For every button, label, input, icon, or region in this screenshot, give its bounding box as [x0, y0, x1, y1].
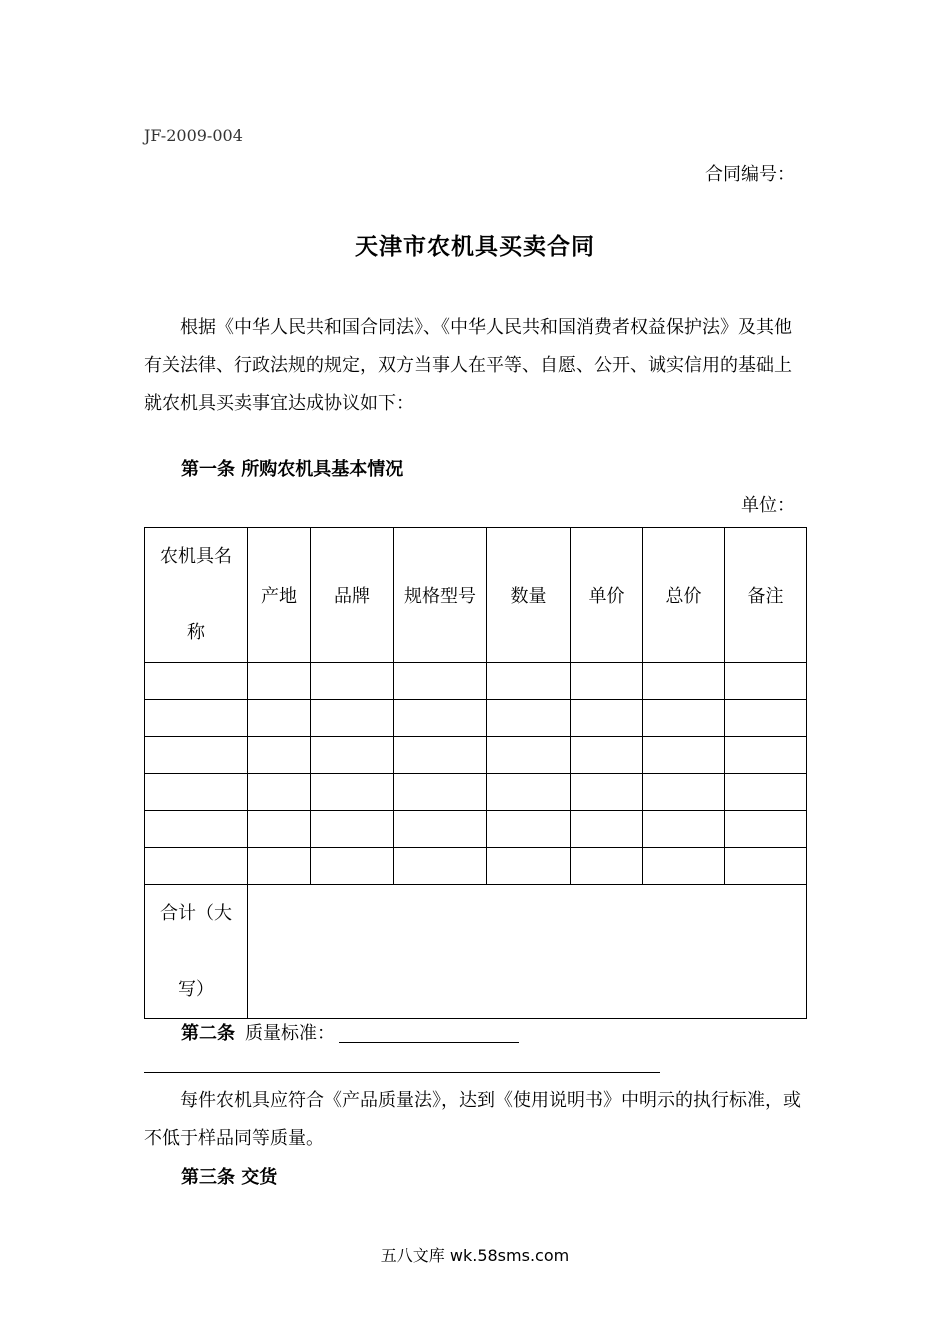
table-header-row	[145, 528, 807, 663]
contract-number-label: 合同编号：	[705, 164, 795, 185]
table-row	[145, 700, 807, 737]
header-brand: 品牌	[311, 528, 394, 663]
table-row	[145, 663, 807, 700]
quality-standard-blank	[339, 1022, 519, 1043]
table-row	[145, 811, 807, 848]
footer-watermark: 五八文库 wk.58sms.com	[380, 1246, 570, 1265]
machinery-table	[144, 527, 807, 1019]
section-3-heading: 第三条 交货	[181, 1167, 278, 1188]
header-origin: 产地	[248, 528, 311, 663]
quality-standard-label: 质量标准：	[245, 1023, 335, 1044]
table-row	[145, 737, 807, 774]
header-quantity: 数量	[487, 528, 571, 663]
quality-paragraph: 每件农机具应符合《产品质量法》，达到《使用说明书》中明示的执行标准，或不低于样品同等质量。	[144, 1090, 801, 1149]
section-2-heading: 第二条	[181, 1023, 235, 1044]
document-code: JF-2009-004	[144, 126, 243, 145]
table-row	[145, 774, 807, 811]
header-spec: 规格型号	[394, 528, 487, 663]
header-total-price: 总价	[643, 528, 725, 663]
section-1-heading: 第一条 所购农机具基本情况	[181, 459, 404, 480]
total-label	[145, 885, 248, 1019]
fill-in-line	[144, 1072, 660, 1073]
total-value-cell	[248, 885, 807, 1019]
total-row	[145, 885, 807, 1019]
section-2-line	[181, 1019, 519, 1045]
header-name-line1: 农机具名	[160, 546, 232, 567]
total-label-line1: 合计（大	[160, 902, 232, 924]
total-label-line2: 写）	[178, 978, 214, 1000]
unit-label: 单位：	[741, 495, 795, 516]
header-unit-price: 单价	[571, 528, 643, 663]
header-remarks: 备注	[725, 528, 807, 663]
table-row	[145, 848, 807, 885]
header-name	[145, 528, 248, 663]
page-title: 天津市农机具买卖合同	[355, 234, 595, 260]
header-name-line2: 称	[187, 622, 205, 643]
intro-paragraph: 根据《中华人民共和国合同法》、《中华人民共和国消费者权益保护法》及其他有关法律、行政法规的规定，双方当事人在平等、自愿、公开、诚实信用的基础上就农机具买卖事宜达成协议如下：	[144, 317, 792, 414]
